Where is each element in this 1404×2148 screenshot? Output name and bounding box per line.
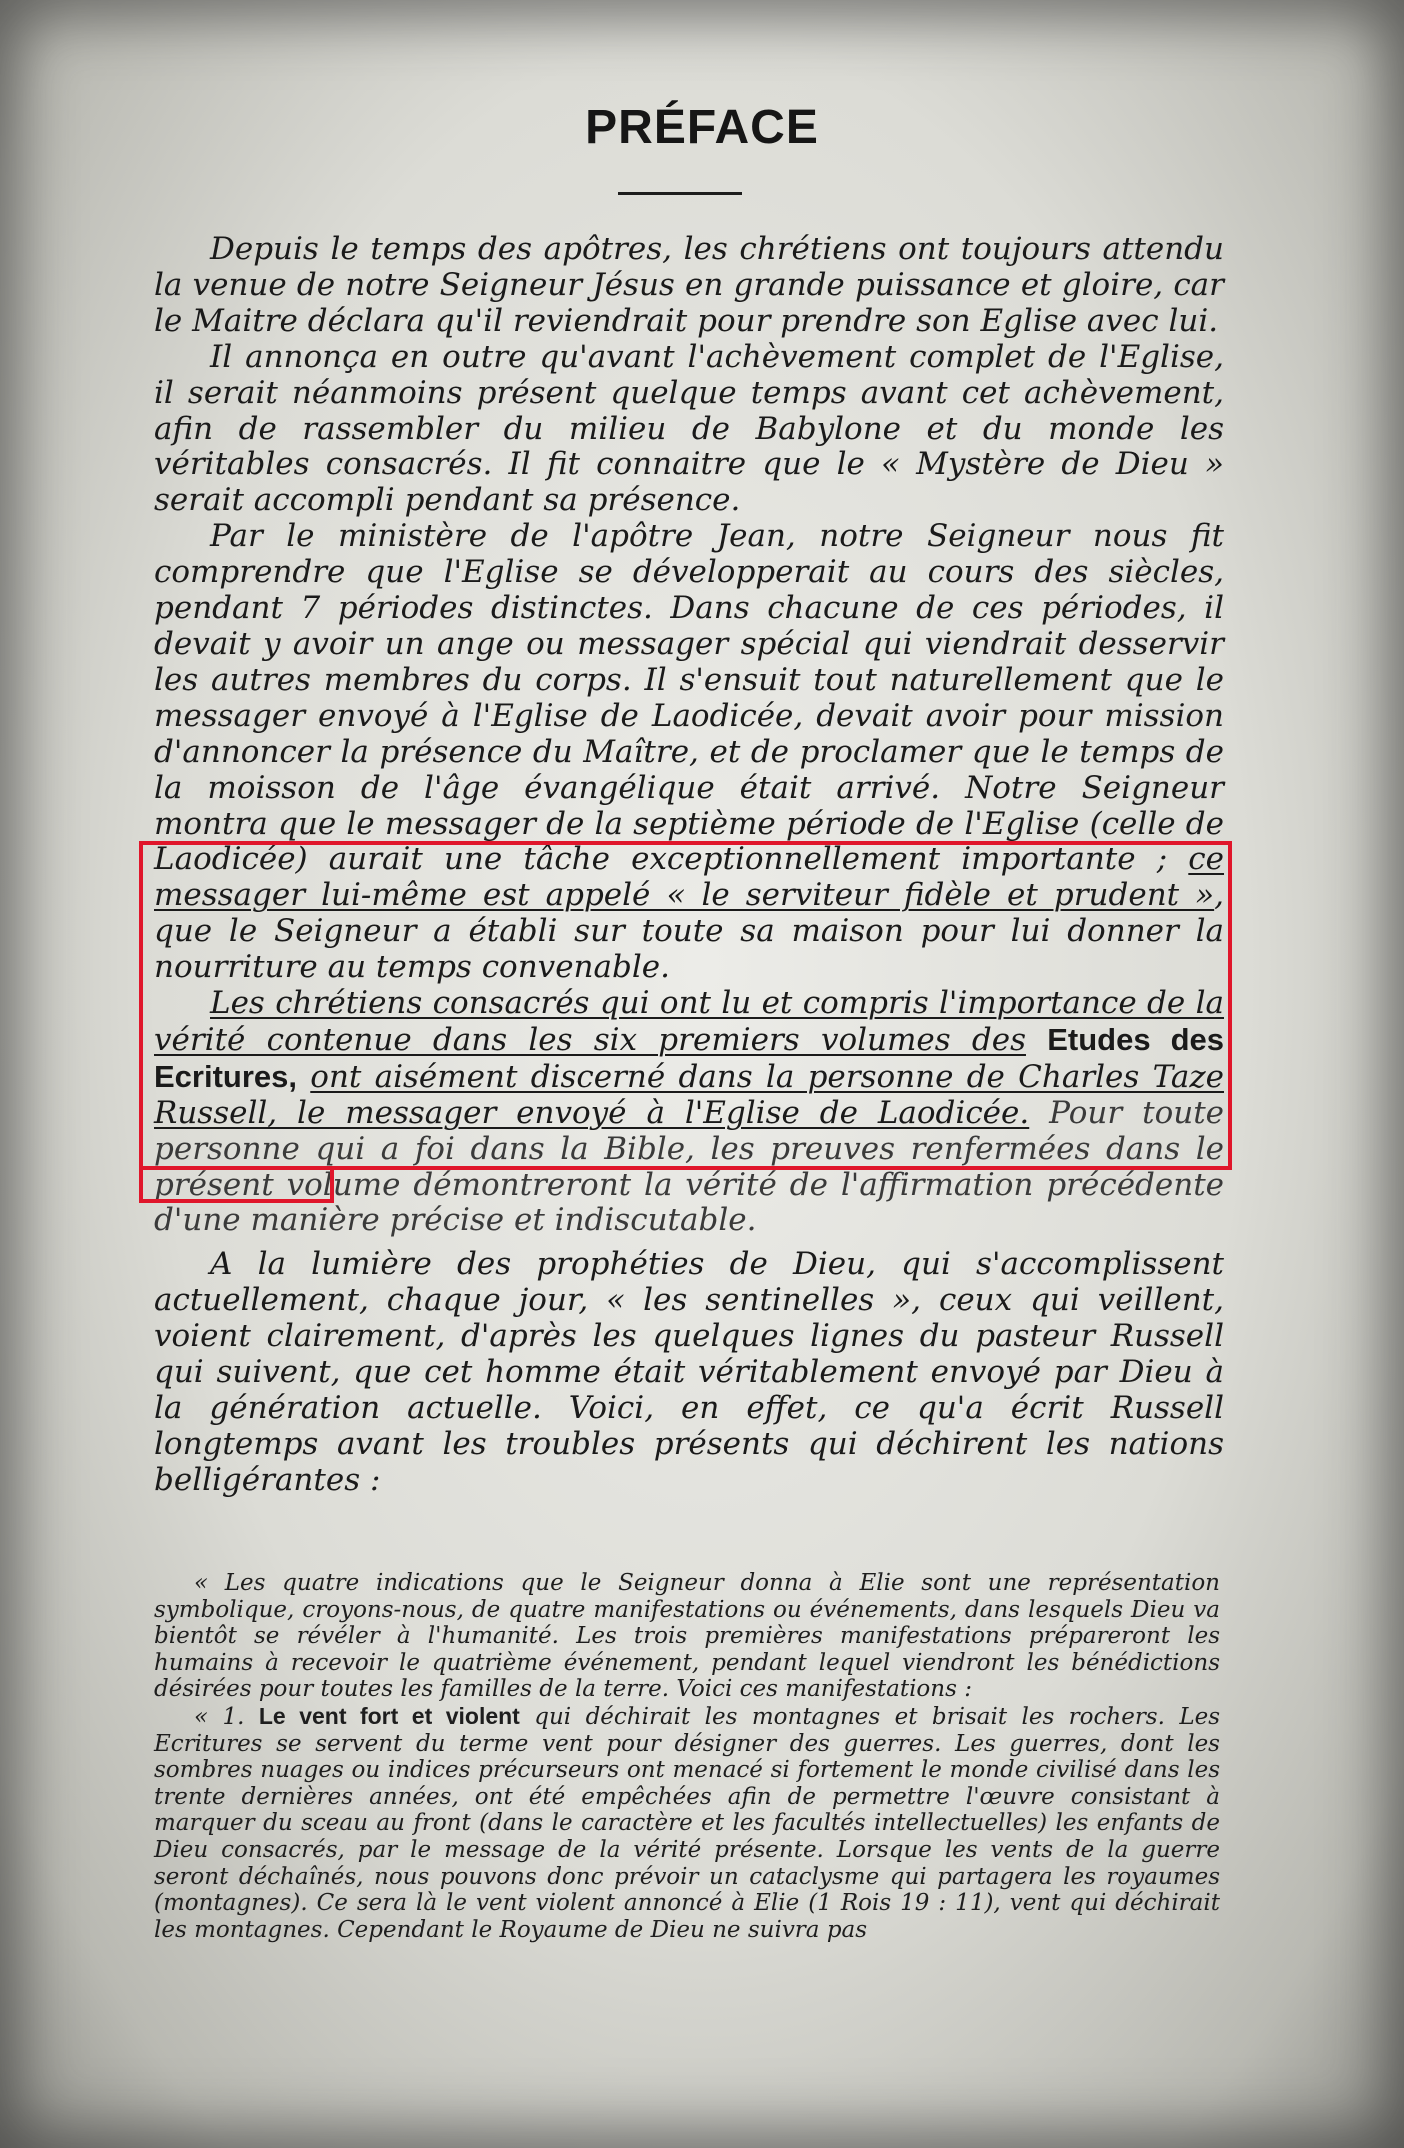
paragraph-2: Il annonça en outre qu'avant l'achèvement complet de l'Eglise, il serait néanmoins présent quelque temps avant cet achèvement, afin de rassembler du milieu de Babylone et du monde les véritables consacrés. Il fit connaitre que le « Mystère de Dieu » serait accompli pendant sa présence. (154, 338, 1224, 519)
russell-quotation (154, 1570, 1220, 1943)
paragraph-3-part-2c: , que le Seigneur a établi sur toute sa maison pour lui donner la nourriture au temps convenable. (154, 877, 1224, 986)
etudes-des-ecritures-title: Etudes des Ecritures, (154, 1021, 1224, 1094)
quote-paragraph-2 (154, 1703, 1220, 1943)
quote-paragraph-1: « Les quatre indications que le Seigneur donna à Elie sont une représentation symbolique, croyons-nous, de quatre manifestations ou événements, dans lesquels Dieu va bientôt se révéler à l'humanité. Les trois premières manifestations prépareront les humains à recevoir le quatrième événement, pendant lequel viendront les bénédictions désirées pour toutes les familles de la terre. Voici ces manifestations : (154, 1570, 1220, 1703)
strong-wind-heading: Le vent fort et violent (258, 1702, 520, 1729)
paragraph-3-part-2a: Notre Seigneur montra que le messager de la septième période de l'Eglise (celle de Laodicée) aurait une tâche exceptionnellement importante ; (154, 769, 1225, 878)
paragraph-3-part-1: Par le ministère de l'apôtre Jean, notre Seigneur nous fit comprendre que l'Eglise se développerait au cours des siècles, pendant 7 périodes distinctes. Dans chacune de ces périodes, il devait y avoir un ange ou messager spécial qui viendrait desservir les autres membres du corps. Il s'ensuit tout naturellement que le messager envoyé à l'Eglise de Laodicée, devait avoir pour mission d'annoncer la présence du Maître, et de proclamer que le temps de la moisson de l'âge évangélique était arrivé. (154, 518, 1224, 806)
page-title: PRÉFACE (585, 101, 819, 154)
quote-paragraph-2-rest: qui déchirait les montagnes et brisait les rochers. Les Ecritures se servent du terme vent pour désigner des guerres. Les guerres, dont les sombres nuages ou indices précurseurs ont menacé si fortement le monde civilisé dans les trente dernières années, ont été empêchées afin de permettre l'œuvre consistant à marquer du sceau au front (dans le caractère et les facultés intellectuelles) les enfants de Dieu consacrés, par le message de la vérité présente. Lorsque les vents de la guerre seront déchaînés, nous pouvons donc prévoir un cataclysme qui partagera les royaumes (montagnes). Ce sera là le vent violent annoncé à Elie (1 Rois 19 : 11), vent qui déchirait les montagnes. Cependant le Royaume de Dieu ne suivra pas (154, 1703, 1221, 1943)
paragraph-4-part-3: Pour toute personne qui a foi dans la Bible, les preuves renfermées dans le présent volume démontreront la vérité de l'affirmation précédente d'une manière précise et indiscutable. (154, 1094, 1225, 1239)
title-underline-rule (618, 192, 742, 195)
quote-number-lead: « 1. (194, 1703, 245, 1730)
preface-body (154, 232, 1224, 1499)
paragraph-3 (154, 519, 1224, 986)
paragraph-1: Depuis le temps des apôtres, les chrétiens ont toujours attendu la venue de notre Seigneur Jésus en grande puissance et gloire, car le Maitre déclara qu'il reviendrait pour prendre son Eglise avec lui. (154, 231, 1224, 339)
paragraph-4-part-1: Les chrétiens consacrés qui ont lu et compris l'importance de la vérité contenue dans les six premiers volumes des (154, 985, 1224, 1058)
paragraph-4 (154, 986, 1224, 1239)
underlined-faithful-servant-text: ce messager lui-même est appelé « le serviteur fidèle et prudent » (154, 841, 1225, 914)
paragraph-5: A la lumière des prophéties de Dieu, qui s'accomplissent actuellement, chaque jour, « les sentinelles », ceux qui veillent, voient clairement, d'après les quelques lignes du pasteur Russell qui suivent, que cet homme était véritablement envoyé par Dieu à la génération actuelle. Voici, en effet, ce qu'a écrit Russell longtemps avant les troubles présents qui déchirent les nations belligérantes : (154, 1246, 1224, 1498)
underlined-russell-messenger-text: ont aisément discerné dans la personne de Charles Taze Russell, le messager envoyé à l'Eglise de Laodicée. (154, 1058, 1224, 1131)
